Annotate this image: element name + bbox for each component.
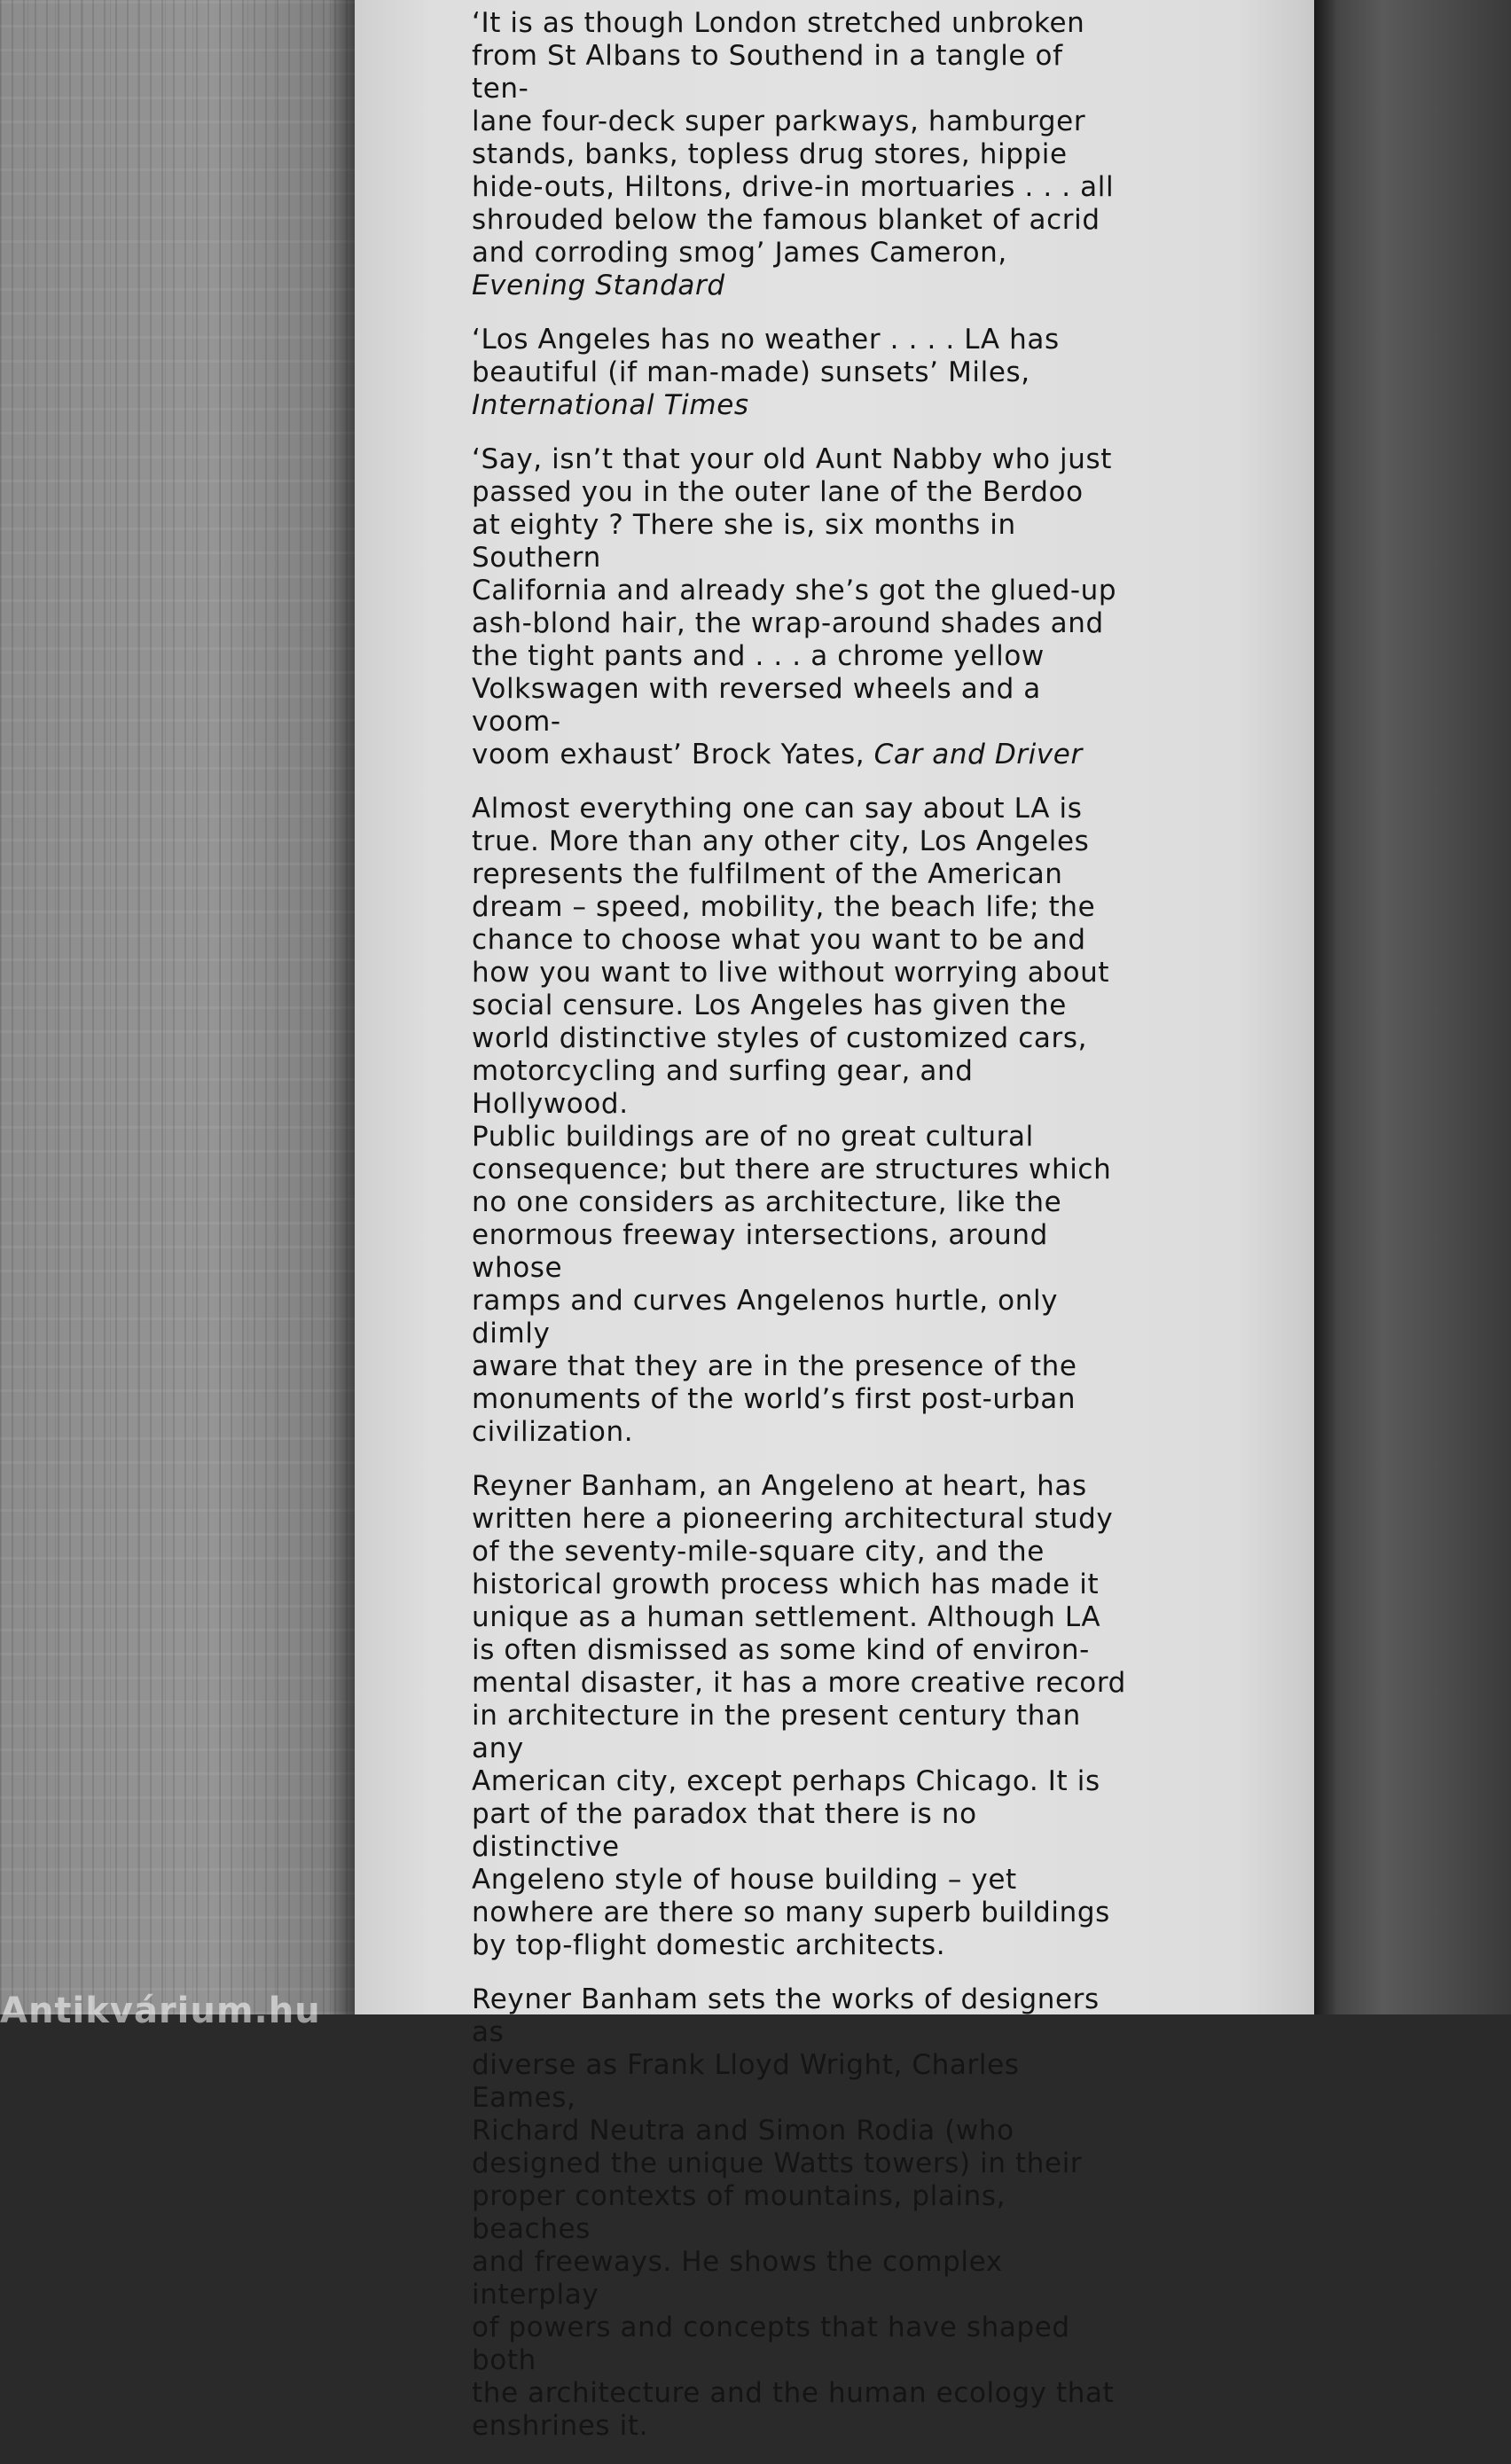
body-paragraph-banham-study: Reyner Banham, an Angeleno at heart, has written here a pioneering architectural study of the seventy-mile-square city, and the historical growth process which has made it unique as a human settlement. Although LA is often dismissed as some kind of environ- mental disaster, it has a more creative record in architecture in the present century than any American city, except perhaps Chicago. It is part of the paradox that there is no distinctive Angeleno style of house building – yet nowhere are there so many superb buildings by top-flight domestic architects. xyxy=(472,1470,1126,1961)
watermark-logo: Antikvárium.hu xyxy=(0,1991,321,2031)
dark-backdrop xyxy=(1314,0,1511,2014)
flap-edge-shadow xyxy=(1314,0,1337,2014)
flap-text-column xyxy=(472,7,1128,2464)
quote-miles xyxy=(472,324,1128,422)
quote-text: ‘It is as though London stretched unbroken from St Albans to Southend in a tangle of ten- lane four-deck super parkways, hamburger stands, banks, topless drug stores, hippie hide-outs, Hiltons, drive-in mortuaries . . . all shrouded below the famous blanket of acrid and corroding smog’ James Cameron, xyxy=(472,7,1115,269)
quote-text: ‘Los Angeles has no weather . . . . LA has beautiful (if man-made) sunsets’ Miles, xyxy=(472,324,1060,388)
body-paragraph-banham-designers: Reyner Banham sets the works of designers as diverse as Frank Lloyd Wright, Charles Eames, Richard Neutra and Simon Rodia (who designed the unique Watts towers) in their proper contexts of mountains, plains, beaches and freeways. He shows the complex interplay of powers and concepts that have shaped both the architecture and the human ecology that enshrines it. xyxy=(472,1983,1115,2442)
quote-source: International Times xyxy=(472,389,749,421)
textured-board-background xyxy=(0,0,355,2031)
quote-cameron xyxy=(472,7,1128,302)
quote-text: ‘Say, isn’t that your old Aunt Nabby who just passed you in the outer lane of the Berdoo at eighty ? There she is, six months in Southern California and already she’s got the glued-up ash-blond hair, the wrap-around shades and the tight pants and . . . a chrome yellow Volkswagen with reversed wheels and a voom- voom exhaust’ Brock Yates, xyxy=(472,443,1117,770)
quote-source: Evening Standard xyxy=(472,270,725,301)
quote-source: Car and Driver xyxy=(873,739,1083,770)
quote-yates xyxy=(472,443,1128,771)
body-paragraph-la: Almost everything one can say about LA is true. More than any other city, Los Angeles represents the fulfilment of the American dream – speed, mobility, the beach life; the chance to choose what you want to be and how you want to live without worrying about social censure. Los Angeles has given the world distinctive styles of customized cars, motorcycling and surfing gear, and Hollywood. Public buildings are of no great cultural consequence; but there are structures which no one considers as architecture, like the enormous freeway intersections, around whose ramps and curves Angelenos hurtle, only dimly aware that they are in the presence of the monuments of the world’s first post-urban civilization. xyxy=(472,793,1112,1448)
board-edge-shadow xyxy=(328,0,355,2014)
